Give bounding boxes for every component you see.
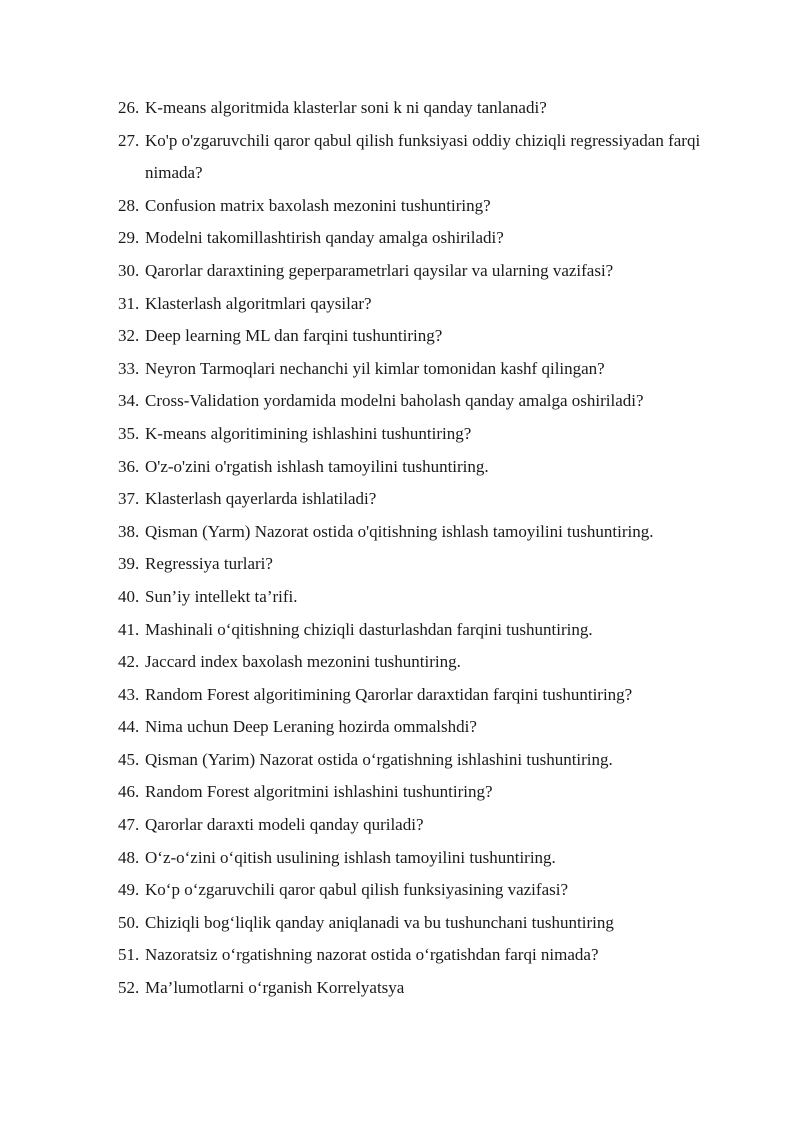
question-number: 51. xyxy=(118,945,140,965)
question-item xyxy=(118,190,758,223)
question-text: Nazoratsiz o‘rgatishning nazorat ostida o‘rgatishdan farqi nimada? xyxy=(145,945,599,965)
question-number: 52. xyxy=(118,978,140,998)
question-number: 45. xyxy=(118,749,140,769)
question-item xyxy=(118,353,758,386)
question-item xyxy=(118,320,758,353)
question-item xyxy=(118,907,758,940)
question-item xyxy=(118,744,758,777)
question-item xyxy=(118,614,758,647)
question-item xyxy=(118,92,758,125)
question-text: Klasterlash algoritmlari qaysilar? xyxy=(145,293,372,313)
question-text: Klasterlash qayerlarda ishlatiladi? xyxy=(145,489,377,509)
question-item xyxy=(118,809,758,842)
question-text: Modelni takomillashtirish qanday amalga oshiriladi? xyxy=(145,228,504,248)
question-text: Qisman (Yarim) Nazorat ostida o‘rgatishning ishlashini tushuntiring. xyxy=(145,749,613,769)
question-item xyxy=(118,711,758,744)
question-text: Qisman (Yarm) Nazorat ostida o'qitishning ishlash tamoyilini tushuntiring. xyxy=(145,521,654,541)
question-number: 40. xyxy=(118,586,140,606)
question-number: 31. xyxy=(118,293,140,313)
question-number: 30. xyxy=(118,260,140,280)
question-item xyxy=(118,483,758,516)
question-text: Regressiya turlari? xyxy=(145,554,273,574)
question-item xyxy=(118,972,758,1005)
question-text: Jaccard index baxolash mezonini tushuntiring. xyxy=(145,652,461,672)
question-number: 46. xyxy=(118,782,140,802)
question-number: 36. xyxy=(118,456,140,476)
question-number: 41. xyxy=(118,619,140,639)
question-number: 28. xyxy=(118,195,140,215)
question-item xyxy=(118,451,758,484)
question-item xyxy=(118,418,758,451)
question-list xyxy=(118,92,758,1005)
question-number: 42. xyxy=(118,652,140,672)
question-text: Cross-Validation yordamida modelni baholash qanday amalga oshiriladi? xyxy=(145,391,644,411)
question-item xyxy=(118,385,758,418)
question-item xyxy=(118,581,758,614)
question-number: 49. xyxy=(118,880,140,900)
question-text: Neyron Tarmoqlari nechanchi yil kimlar tomonidan kashf qilingan? xyxy=(145,358,605,378)
question-number: 38. xyxy=(118,521,140,541)
question-number: 44. xyxy=(118,717,140,737)
question-text: Mashinali o‘qitishning chiziqli dasturlashdan farqini tushuntiring. xyxy=(145,619,593,639)
question-text: O'z-o'zini o'rgatish ishlash tamoyilini tushuntiring. xyxy=(145,456,489,476)
question-number: 43. xyxy=(118,684,140,704)
question-text: Ma’lumotlarni o‘rganish Korrelyatsya xyxy=(145,978,405,998)
question-item xyxy=(118,125,758,190)
question-item xyxy=(118,516,758,549)
question-item xyxy=(118,939,758,972)
question-text: O‘z-o‘zini o‘qitish usulining ishlash tamoyilini tushuntiring. xyxy=(145,847,556,867)
question-text: K-means algoritmida klasterlar soni k ni qanday tanlanadi? xyxy=(145,98,547,117)
question-item xyxy=(118,874,758,907)
question-text: Random Forest algoritmini ishlashini tushuntiring? xyxy=(145,782,493,802)
question-number: 29. xyxy=(118,228,140,248)
question-number: 35. xyxy=(118,423,140,443)
question-item xyxy=(118,222,758,255)
question-item xyxy=(118,548,758,581)
question-text: Qarorlar daraxtining geperparametrlari qaysilar va ularning vazifasi? xyxy=(145,260,614,280)
question-number: 47. xyxy=(118,815,140,835)
question-text: Chiziqli bog‘liqlik qanday aniqlanadi va bu tushunchani tushuntiring xyxy=(145,912,614,932)
question-item xyxy=(118,288,758,321)
question-number: 26. xyxy=(118,98,140,117)
question-number: 32. xyxy=(118,326,140,346)
question-item xyxy=(118,255,758,288)
question-text: Deep learning ML dan farqini tushuntiring? xyxy=(145,326,443,346)
question-number: 27. xyxy=(118,130,140,150)
question-number: 39. xyxy=(118,554,140,574)
question-item xyxy=(118,776,758,809)
question-text: Nima uchun Deep Leraning hozirda ommalshdi? xyxy=(145,717,477,737)
question-number: 50. xyxy=(118,912,140,932)
question-text: Random Forest algoritimining Qarorlar daraxtidan farqini tushuntiring? xyxy=(145,684,633,704)
question-text: Sun’iy intellekt ta’rifi. xyxy=(145,586,298,606)
question-text: Ko‘p o‘zgaruvchili qaror qabul qilish funksiyasining vazifasi? xyxy=(145,880,568,900)
question-number: 37. xyxy=(118,489,140,509)
question-text: Qarorlar daraxti modeli qanday quriladi? xyxy=(145,815,424,835)
question-text: Confusion matrix baxolash mezonini tushuntiring? xyxy=(145,195,491,215)
question-item xyxy=(118,646,758,679)
question-item xyxy=(118,842,758,875)
question-text: Ko'p o'zgaruvchili qaror qabul qilish funksiyasi oddiy chiziqli regressiyadan farqi nimada? xyxy=(145,130,701,183)
question-number: 48. xyxy=(118,847,140,867)
question-number: 33. xyxy=(118,358,140,378)
question-item xyxy=(118,679,758,712)
question-number: 34. xyxy=(118,391,140,411)
question-text: K-means algoritimining ishlashini tushuntiring? xyxy=(145,423,472,443)
